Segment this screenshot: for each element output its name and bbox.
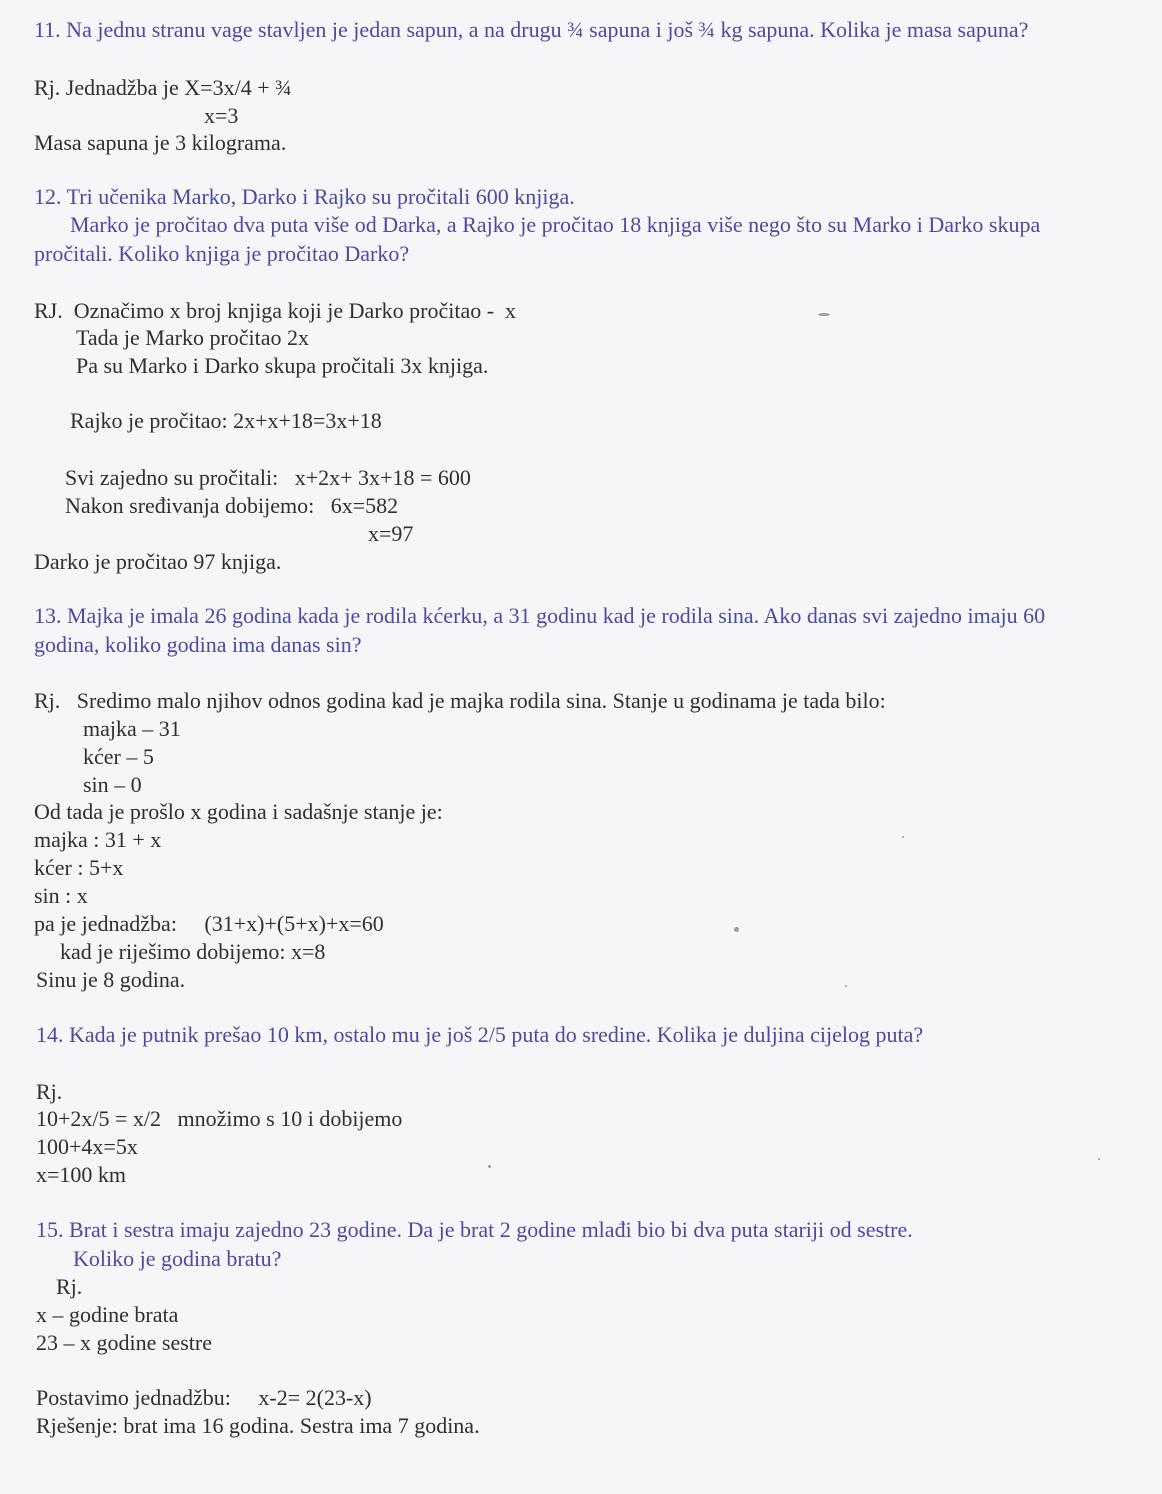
answer-line: kad je riješimo dobijemo: x=8 <box>60 939 326 964</box>
answer-line: Sinu je 8 godina. <box>36 967 186 992</box>
answer-line: Postavimo jednadžbu: x-2= 2(23-x) <box>36 1385 372 1410</box>
answer-line: sin : x <box>34 883 88 908</box>
scan-speck <box>734 927 739 932</box>
question-line: Koliko je godina bratu? <box>73 1246 282 1271</box>
question-line: 14. Kada je putnik prešao 10 km, ostalo mu je još 2/5 puta do sredine. Kolika je duljina cijelog puta? <box>36 1022 924 1047</box>
answer-line: x=97 <box>368 521 414 546</box>
question-line: 11. Na jednu stranu vage stavljen je jedan sapun, a na drugu ¾ sapuna i još ¾ kg sapuna. Kolika je masa sapuna? <box>34 17 1029 42</box>
answer-line: sin – 0 <box>83 772 142 797</box>
answer-line: 23 – x godine sestre <box>36 1330 212 1355</box>
answer-line: x=3 <box>204 103 239 128</box>
scan-speck <box>1098 1158 1100 1160</box>
question-line: Marko je pročitao dva puta više od Darka, a Rajko je pročitao 18 knjiga više nego što su Marko i Darko skupa <box>70 212 1041 237</box>
scan-speck <box>818 313 830 316</box>
question-line: 15. Brat i sestra imaju zajedno 23 godine. Da je brat 2 godine mlađi bio bi dva puta stariji od sestre. <box>36 1217 913 1242</box>
answer-line: majka – 31 <box>83 716 181 741</box>
answer-line: Nakon sređivanja dobijemo: 6x=582 <box>65 493 399 518</box>
answer-line: majka : 31 + x <box>34 827 162 852</box>
answer-line: Rješenje: brat ima 16 godina. Sestra ima 7 godina. <box>36 1413 480 1438</box>
scan-speck <box>845 985 847 987</box>
question-line: godina, koliko godina ima danas sin? <box>34 632 362 657</box>
scan-speck <box>902 836 904 838</box>
answer-line: kćer : 5+x <box>34 855 124 880</box>
answer-line: Od tada je prošlo x godina i sadašnje stanje je: <box>34 799 443 824</box>
answer-line: pa je jednadžba: (31+x)+(5+x)+x=60 <box>34 911 384 936</box>
answer-line: Svi zajedno su pročitali: x+2x+ 3x+18 = 600 <box>65 465 471 490</box>
answer-line: Rajko je pročitao: 2x+x+18=3x+18 <box>70 408 382 433</box>
answer-line: Rj. <box>36 1079 63 1104</box>
answer-line: 10+2x/5 = x/2 množimo s 10 i dobijemo <box>36 1106 403 1131</box>
answer-line: Darko je pročitao 97 knjiga. <box>34 549 282 574</box>
answer-line: Rj. Sredimo malo njihov odnos godina kad je majka rodila sina. Stanje u godinama je tada bilo: <box>34 688 886 713</box>
answer-line: kćer – 5 <box>83 744 154 769</box>
answer-line: x – godine brata <box>36 1302 179 1327</box>
answer-line: Rj. <box>56 1274 83 1299</box>
question-line: 12. Tri učenika Marko, Darko i Rajko su pročitali 600 knjiga. <box>34 184 575 209</box>
question-line: 13. Majka je imala 26 godina kada je rodila kćerku, a 31 godinu kad je rodila sina. Ako danas svi zajedno imaju 60 <box>34 603 1046 628</box>
answer-line: 100+4x=5x <box>36 1134 138 1159</box>
answer-line: Rj. Jednadžba je X=3x/4 + ¾ <box>34 75 292 100</box>
question-line: pročitali. Koliko knjiga je pročitao Darko? <box>34 241 410 266</box>
answer-line: x=100 km <box>36 1162 127 1187</box>
scan-speck <box>488 1165 491 1168</box>
answer-line: Tada je Marko pročitao 2x <box>76 325 310 350</box>
answer-line: RJ. Označimo x broj knjiga koji je Darko pročitao - x <box>34 298 517 323</box>
answer-line: Masa sapuna je 3 kilograma. <box>34 130 287 155</box>
answer-line: Pa su Marko i Darko skupa pročitali 3x knjiga. <box>76 353 489 378</box>
